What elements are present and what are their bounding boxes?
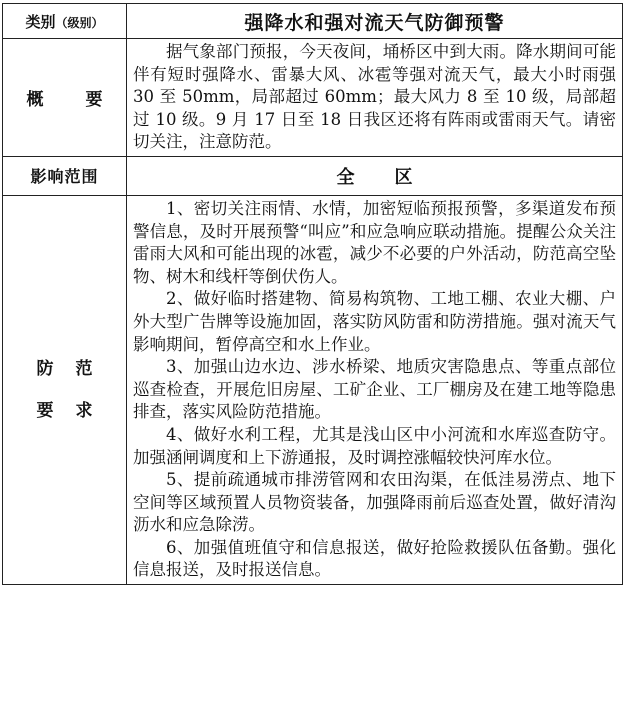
requirements-label-line2: 要求 xyxy=(36,401,115,422)
scope-value: 全区 xyxy=(127,156,623,195)
requirement-item-4: 4、做好水利工程，尤其是浅山区中小河流和水库巡查防守。加强涵闸调度和上下游通报，及时调控涨幅较快河库水位。 xyxy=(133,424,616,467)
summary-cell xyxy=(127,39,623,157)
requirements-row xyxy=(3,195,623,584)
requirement-item-2: 2、做好临时搭建物、简易构筑物、工地工棚、农业大棚、户外大型广告牌等设施加固，落实防风防雷和防涝措施。强对流天气影响期间，暂停高空和水上作业。 xyxy=(133,289,616,354)
warning-title: 强降水和强对流天气防御预警 xyxy=(127,4,623,39)
level-label: （级别） xyxy=(55,15,104,30)
scope-label: 影响范围 xyxy=(3,156,127,195)
warning-table xyxy=(2,3,623,585)
requirements-label xyxy=(3,195,127,584)
summary-text: 据气象部门预报，今天夜间，埇桥区中到大雨。降水期间可能伴有短时强降水、雷暴大风、冰雹等强对流天气，最大小时雨强 30 至 50mm，局部超过 60mm；最大风力 8 至 10 级，局部超过 10 级。9 月 17 日至 18 日我区还将有阵雨或雷雨天气。请密切关注，注意防范。 xyxy=(133,42,616,152)
requirement-item-1: 1、密切关注雨情、水情，加密短临预报预警，多渠道发布预警信息，及时开展预警“叫应”和应急响应联动措施。提醒公众关注雷雨大风和可能出现的冰雹，减少不必要的户外活动，防范高空坠物、树木和线杆等倒伏伤人。 xyxy=(133,198,616,286)
header-row xyxy=(3,4,623,39)
scope-row xyxy=(3,156,623,195)
requirement-item-5: 5、提前疏通城市排涝管网和农田沟渠，在低洼易涝点、地下空间等区域预置人员物资装备，加强降雨前后巡查处置，做好清沟沥水和应急除涝。 xyxy=(133,470,616,535)
summary-row xyxy=(3,39,623,157)
requirement-item-3: 3、加强山边水边、涉水桥梁、地质灾害隐患点、等重点部位巡查检查，开展危旧房屋、工矿企业、工厂棚房及在建工地等隐患排查，落实风险防范措施。 xyxy=(133,357,616,422)
category-label: 类别 xyxy=(25,12,56,31)
requirement-item-6: 6、加强值班值守和信息报送，做好抢险救援队伍备勤。强化信息报送，及时报送信息。 xyxy=(133,537,616,580)
requirements-cell xyxy=(127,195,623,584)
category-level-label xyxy=(3,4,127,39)
summary-label: 概 要 xyxy=(3,39,127,157)
requirements-label-line1: 防范 xyxy=(36,359,115,380)
